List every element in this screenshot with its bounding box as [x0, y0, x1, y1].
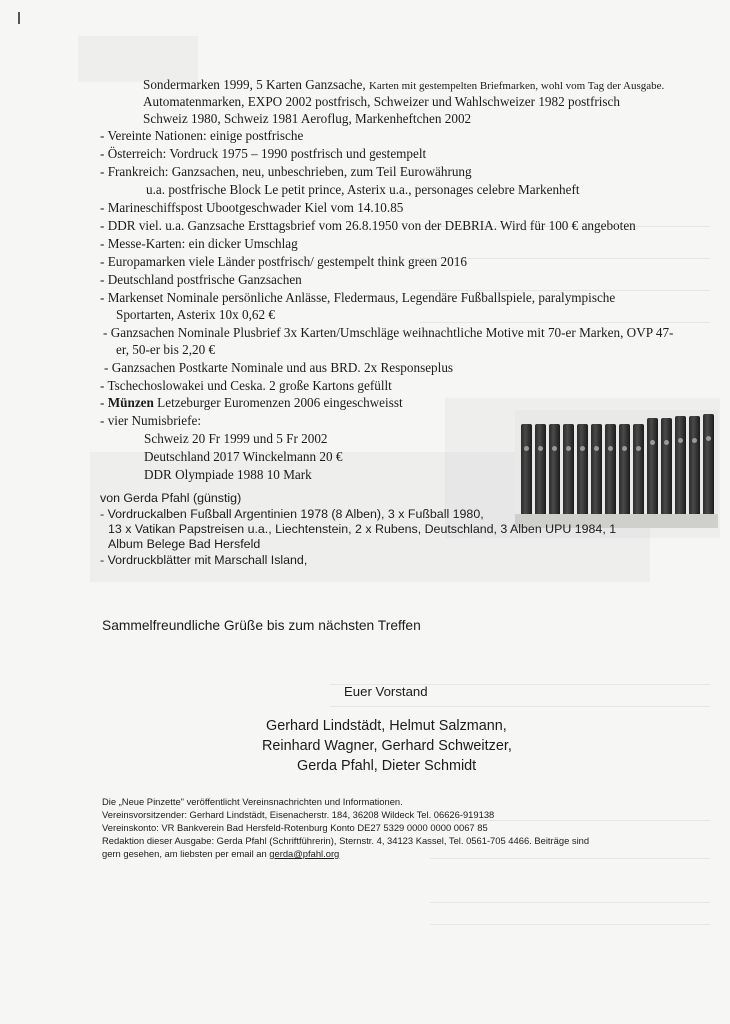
list-item-continuation: u.a. postfrische Block Le petit prince, Asterix u.a., personages celebre Markenheft [146, 182, 580, 197]
board-names: Gerda Pfahl, Dieter Schmidt [297, 758, 477, 774]
list-item: - Frankreich: Ganzsachen, neu, unbeschrieben, zum Teil Eurowährung [100, 164, 472, 179]
list-item-muenzen [100, 394, 403, 411]
list-item-continuation: er, 50-er bis 2,20 € [116, 342, 216, 357]
imprint-line: Redaktion dieser Ausgabe: Gerda Pfahl (Schriftführerin), Sternstr. 4, 34123 Kassel, Tel. 0561-705 4466. Beiträge sind [102, 835, 590, 846]
pfahl-item: - Vordruckblätter mit Marschall Island, [100, 553, 308, 567]
pfahl-item: - Vordruckalben Fußball Argentinien 1978 (8 Alben), 3 x Fußball 1980, [100, 507, 484, 521]
pfahl-item-continuation: Album Belege Bad Hersfeld [108, 537, 261, 551]
list-item: - Vereinte Nationen: einige postfrische [100, 128, 304, 143]
bleed-through-line [430, 924, 710, 925]
bleed-through-line [430, 858, 710, 859]
numis-item: Schweiz 20 Fr 1999 und 5 Fr 2002 [144, 431, 328, 446]
list-item: - Europamarken viele Länder postfrisch/ gestempelt think green 2016 [100, 254, 467, 269]
list-item: - Tschechoslowakei und Ceska. 2 große Kartons gefüllt [100, 378, 392, 393]
list-item: - Deutschland postfrische Ganzsachen [100, 272, 302, 287]
board-names: Gerhard Lindstädt, Helmut Salzmann, [266, 718, 507, 734]
intro-line-main: Sondermarken 1999, 5 Karten Ganzsache, [143, 77, 369, 92]
greeting: Sammelfreundliche Grüße bis zum nächsten Treffen [102, 618, 421, 633]
punch-mark [18, 12, 20, 24]
intro-line-main: Schweiz 1980, Schweiz 1981 Aeroflug, Markenheftchen 2002 [143, 111, 472, 126]
numis-item: Deutschland 2017 Winckelmann 20 € [144, 449, 343, 464]
imprint-line: Die „Neue Pinzette" veröffentlicht Vereinsnachrichten und Informationen. [102, 796, 403, 807]
imprint-line: Vereinskonto: VR Bankverein Bad Hersfeld-Rotenburg Konto DE27 5329 0000 0000 0067 85 [102, 822, 488, 833]
list-item: - Österreich: Vordruck 1975 – 1990 postfrisch und gestempelt [100, 146, 427, 161]
muenzen-label: Münzen [107, 395, 154, 410]
album-binders-photo [515, 410, 718, 528]
numis-item: DDR Olympiade 1988 10 Mark [144, 467, 312, 482]
list-item: - Ganzsachen Nominale Plusbrief 3x Karten/Umschläge weihnachtliche Motive mit 70-er Marken, OVP 47- [103, 325, 674, 340]
list-item: - Markenset Nominale persönliche Anlässe, Fledermaus, Legendäre Fußballspiele, paralympische [100, 290, 616, 305]
muenzen-prefix: - [100, 395, 108, 410]
list-item: - Messe-Karten: ein dicker Umschlag [100, 236, 298, 251]
signoff: Euer Vorstand [344, 684, 428, 699]
list-item: - Marineschiffspost Ubootgeschwader Kiel vom 14.10.85 [100, 200, 404, 215]
pfahl-heading: von Gerda Pfahl (günstig) [100, 491, 242, 505]
list-item: - Ganzsachen Postkarte Nominale und aus BRD. 2x Responseplus [104, 360, 454, 375]
imprint-line: Vereinsvorsitzender: Gerhard Lindstädt, Eisenacherstr. 184, 36208 Wildeck Tel. 06626-919138 [102, 809, 495, 820]
numis-heading: - vier Numisbriefe: [100, 413, 202, 428]
intro-line-main: Automatenmarken, EXPO 2002 postfrisch, Schweizer und Wahlschweizer 1982 postfrisch [143, 94, 620, 109]
muenzen-text: Letzeburger Euromenzen 2006 eingeschweisst [153, 395, 403, 410]
list-item-continuation: Sportarten, Asterix 10x 0,62 € [116, 307, 275, 322]
board-names: Reinhard Wagner, Gerhard Schweitzer, [262, 738, 512, 754]
imprint-line [102, 848, 339, 861]
bleed-through-line [420, 322, 710, 323]
pfahl-item-continuation: 13 x Vatikan Papstreisen u.a., Liechtenstein, 2 x Rubens, Deutschland, 3 Alben UPU 1984, 1 [108, 522, 617, 536]
bleed-through-line [430, 902, 710, 903]
intro-line [143, 93, 620, 110]
list-item: - DDR viel. u.a. Ganzsache Ersttagsbrief vom 26.8.1950 von der DEBRIA. Wird für 100 € angeboten [100, 218, 636, 233]
intro-line-note: Karten mit gestempelten Briefmarken, wohl vom Tag der Ausgabe. [368, 80, 665, 92]
intro-line [143, 110, 471, 127]
email-link[interactable]: gerda@pfahl.org [269, 848, 340, 859]
bleed-through-line [330, 706, 710, 707]
imprint-text: gern gesehen, am liebsten per email an [102, 848, 270, 859]
